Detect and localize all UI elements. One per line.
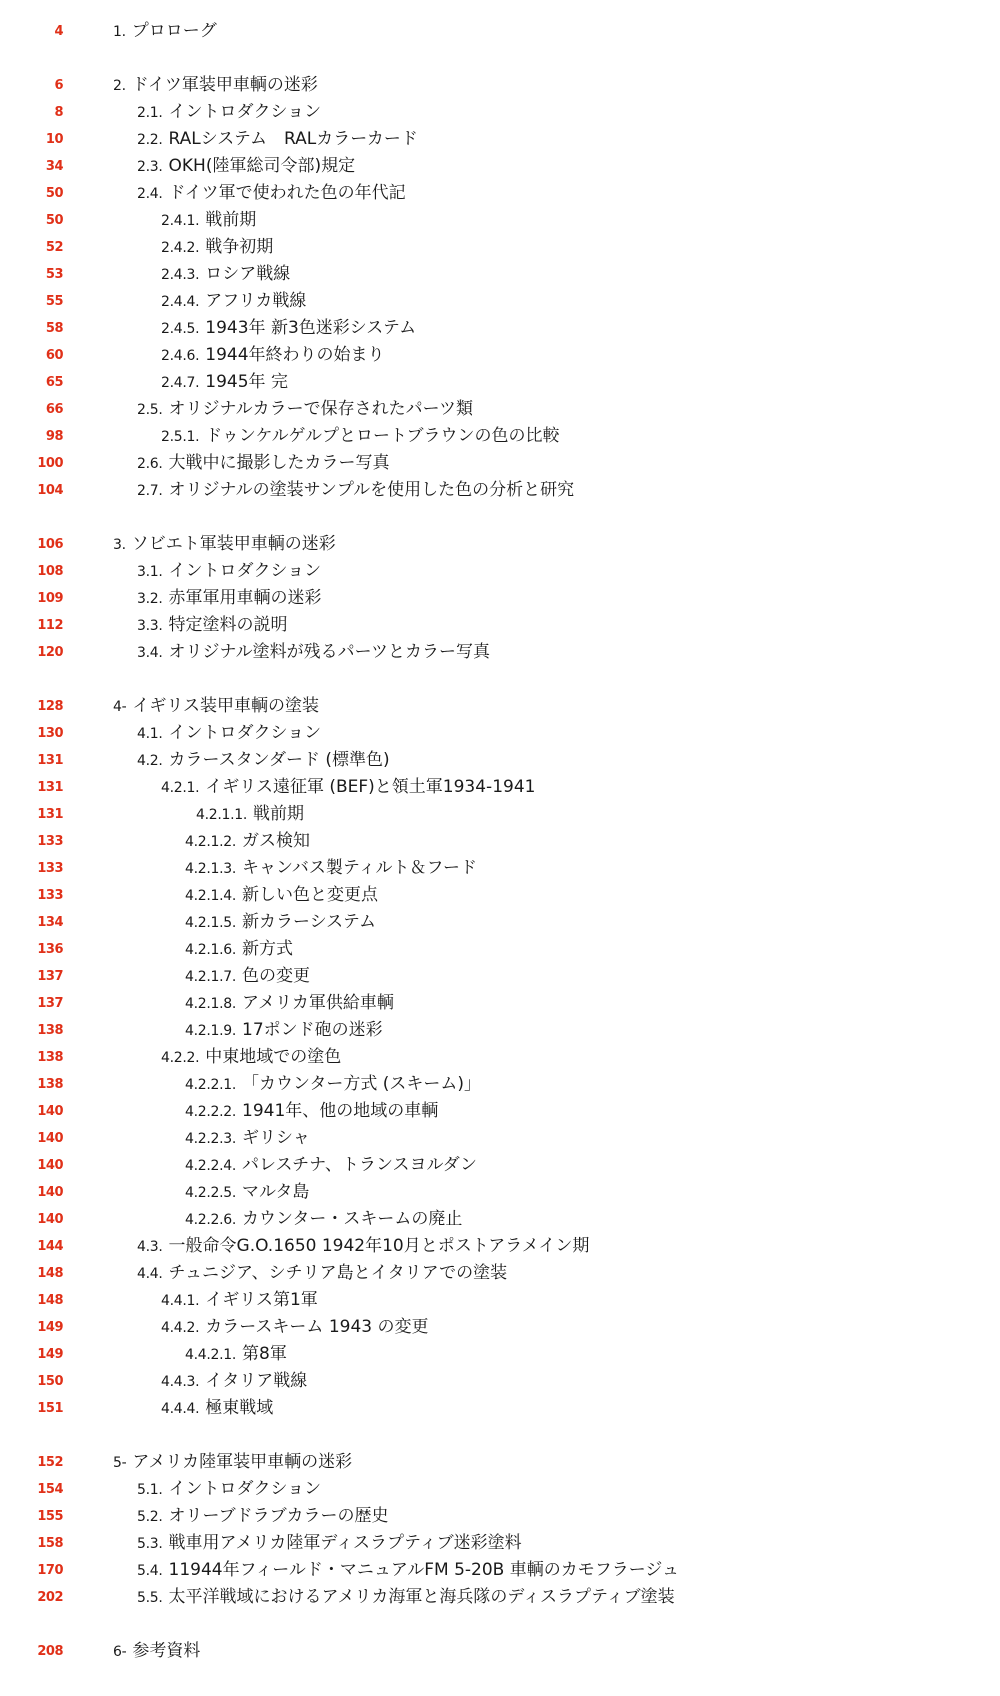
section-number: 3.2. bbox=[137, 591, 163, 607]
section-number: 2.4.3. bbox=[161, 267, 200, 283]
section-title: ドイツ軍装甲車輌の迷彩 bbox=[131, 75, 318, 95]
section-number: 4.4.2.1. bbox=[185, 1347, 237, 1363]
section-title: 極東戦域 bbox=[205, 1398, 274, 1418]
toc-entry-text bbox=[113, 531, 336, 559]
section-number: 4.2.1.9. bbox=[185, 1023, 237, 1039]
toc-entry bbox=[0, 72, 1000, 99]
section-number: 4.2.2.4. bbox=[185, 1158, 237, 1174]
page-number: 170 bbox=[37, 1563, 63, 1578]
section-title: 新カラーシステム bbox=[242, 912, 376, 932]
toc-entry bbox=[0, 1530, 1000, 1557]
page-number: 151 bbox=[37, 1401, 63, 1416]
section-number: 2.5.1. bbox=[161, 429, 200, 445]
toc-entry-text bbox=[137, 126, 418, 154]
toc-entry bbox=[0, 1476, 1000, 1503]
toc-entry bbox=[0, 936, 1000, 963]
section-title: プロローグ bbox=[131, 21, 217, 41]
toc-entry-text bbox=[161, 288, 306, 316]
toc-entry bbox=[0, 1044, 1000, 1071]
section-number: 4.2.1. bbox=[161, 780, 200, 796]
section-title: 戦争初期 bbox=[205, 237, 274, 257]
section-number: 5.5. bbox=[137, 1590, 163, 1606]
toc-entry-text bbox=[161, 774, 535, 802]
section-title: マルタ島 bbox=[242, 1182, 310, 1202]
toc-entry-text bbox=[137, 1233, 589, 1261]
toc-entry-text bbox=[185, 1017, 383, 1045]
toc-entry bbox=[0, 99, 1000, 126]
toc-entry-text bbox=[137, 747, 390, 775]
toc-entry bbox=[0, 1098, 1000, 1125]
toc-entry bbox=[0, 585, 1000, 612]
page-number: 10 bbox=[45, 132, 63, 147]
toc-entry bbox=[0, 207, 1000, 234]
toc-entry bbox=[0, 774, 1000, 801]
page-number: 53 bbox=[45, 267, 63, 282]
toc-entry bbox=[0, 1152, 1000, 1179]
page-number: 155 bbox=[37, 1509, 63, 1524]
section-title: 第8軍 bbox=[242, 1344, 287, 1364]
section-number: 6- bbox=[113, 1644, 127, 1660]
section-number: 5.2. bbox=[137, 1509, 163, 1525]
toc-entry bbox=[0, 261, 1000, 288]
page-number: 98 bbox=[45, 429, 63, 444]
section-number: 2.4. bbox=[137, 186, 163, 202]
page-number: 149 bbox=[37, 1320, 63, 1335]
toc-entry-text bbox=[137, 558, 321, 586]
toc-entry-text bbox=[161, 234, 273, 262]
section-number: 4.2.1.8. bbox=[185, 996, 237, 1012]
toc-entry-text bbox=[137, 1530, 522, 1558]
page-number: 140 bbox=[37, 1212, 63, 1227]
section-number: 2.4.1. bbox=[161, 213, 200, 229]
toc-entry-text bbox=[161, 1044, 341, 1072]
section-title: パレスチナ、トランスヨルダン bbox=[242, 1155, 477, 1175]
toc-entry bbox=[0, 558, 1000, 585]
toc-entry bbox=[0, 1206, 1000, 1233]
section-number: 4.4.3. bbox=[161, 1374, 200, 1390]
section-title: RALシステム RALカラーカード bbox=[168, 129, 418, 149]
toc-entry bbox=[0, 153, 1000, 180]
section-title: 17ポンド砲の迷彩 bbox=[242, 1020, 383, 1040]
toc-entry-text bbox=[161, 1368, 307, 1396]
toc-entry-text bbox=[137, 585, 322, 613]
section-title: 一般命令G.O.1650 1942年10月とポストアラメイン期 bbox=[168, 1236, 590, 1256]
page-number: 138 bbox=[37, 1023, 63, 1038]
section-title: カラースタンダード (標準色) bbox=[168, 750, 390, 770]
section-number: 1. bbox=[113, 24, 126, 40]
toc-entry bbox=[0, 126, 1000, 153]
page-number: 106 bbox=[37, 537, 63, 552]
toc-entry bbox=[0, 1179, 1000, 1206]
toc-entry bbox=[0, 396, 1000, 423]
section-title: ガス検知 bbox=[242, 831, 311, 851]
section-title: カウンター・スキームの廃止 bbox=[242, 1209, 463, 1229]
page-number: 133 bbox=[37, 888, 63, 903]
toc-entry bbox=[0, 180, 1000, 207]
toc-entry-text bbox=[185, 882, 378, 910]
page-number: 8 bbox=[54, 105, 63, 120]
page-number: 100 bbox=[37, 456, 63, 471]
toc-entry bbox=[0, 1341, 1000, 1368]
toc-entry-text bbox=[185, 909, 376, 937]
toc-entry bbox=[0, 882, 1000, 909]
toc-entry-text bbox=[113, 72, 318, 100]
section-number: 3.4. bbox=[137, 645, 163, 661]
section-title: 戦前期 bbox=[205, 210, 257, 230]
section-number: 4.4.2. bbox=[161, 1320, 200, 1336]
page-number: 60 bbox=[45, 348, 63, 363]
toc-entry bbox=[0, 1287, 1000, 1314]
section-number: 4.2.1.3. bbox=[185, 861, 237, 877]
toc-entry bbox=[0, 315, 1000, 342]
section-number: 4.2.2.1. bbox=[185, 1077, 237, 1093]
toc-entry bbox=[0, 720, 1000, 747]
section-title: 戦車用アメリカ陸軍ディスラプティブ迷彩塗料 bbox=[168, 1533, 522, 1553]
section-title: 1944年終わりの始まり bbox=[205, 345, 385, 365]
page-number: 152 bbox=[37, 1455, 63, 1470]
page-number: 148 bbox=[37, 1266, 63, 1281]
section-number: 4.4.4. bbox=[161, 1401, 200, 1417]
toc-entry-text bbox=[113, 1449, 352, 1477]
section-title: アフリカ戦線 bbox=[205, 291, 307, 311]
toc-entry-text bbox=[113, 18, 217, 46]
page-number: 133 bbox=[37, 861, 63, 876]
page-number: 52 bbox=[45, 240, 63, 255]
section-title: アメリカ軍供給車輌 bbox=[242, 993, 394, 1013]
section-title: 1943年 新3色迷彩システム bbox=[205, 318, 417, 338]
page-number: 137 bbox=[37, 969, 63, 984]
toc-entry bbox=[0, 1233, 1000, 1260]
section-title: イントロダクション bbox=[168, 723, 322, 743]
section-number: 2.3. bbox=[137, 159, 163, 175]
section-number: 2.4.4. bbox=[161, 294, 200, 310]
section-number: 2.1. bbox=[137, 105, 163, 121]
section-number: 4.2.2. bbox=[161, 1050, 200, 1066]
toc-entry bbox=[0, 693, 1000, 720]
page-number: 50 bbox=[45, 213, 63, 228]
section-title: ロシア戦線 bbox=[205, 264, 291, 284]
page-number: 136 bbox=[37, 942, 63, 957]
section-title: イギリス遠征軍 (BEF)と領土軍1934-1941 bbox=[205, 777, 536, 797]
toc-entry-text bbox=[161, 315, 416, 343]
page-number: 138 bbox=[37, 1050, 63, 1065]
toc-entry-text bbox=[161, 1314, 429, 1342]
section-number: 4.2.2.5. bbox=[185, 1185, 237, 1201]
toc-entry-text bbox=[137, 477, 574, 505]
toc-entry bbox=[0, 477, 1000, 504]
page-number: 109 bbox=[37, 591, 63, 606]
toc-entry-text bbox=[185, 990, 394, 1018]
section-number: 2. bbox=[113, 78, 126, 94]
toc-entry bbox=[0, 450, 1000, 477]
toc-entry bbox=[0, 828, 1000, 855]
section-number: 4.1. bbox=[137, 726, 163, 742]
page-number: 138 bbox=[37, 1077, 63, 1092]
section-title: イントロダクション bbox=[168, 561, 322, 581]
section-title: 「カウンター方式 (スキーム)」 bbox=[242, 1074, 482, 1094]
toc-entry bbox=[0, 1584, 1000, 1611]
toc-entry-text bbox=[137, 612, 288, 640]
toc-entry bbox=[0, 423, 1000, 450]
section-title: OKH(陸軍総司令部)規定 bbox=[168, 156, 356, 176]
toc-entry bbox=[0, 801, 1000, 828]
section-title: オリジナルの塗装サンプルを使用した色の分析と研究 bbox=[168, 480, 575, 500]
section-title: カラースキーム 1943 の変更 bbox=[205, 1317, 429, 1337]
section-number: 5.3. bbox=[137, 1536, 163, 1552]
page-number: 131 bbox=[37, 780, 63, 795]
page-number: 55 bbox=[45, 294, 63, 309]
page-number: 208 bbox=[37, 1644, 63, 1659]
page-number: 202 bbox=[37, 1590, 63, 1605]
section-number: 2.4.5. bbox=[161, 321, 200, 337]
page-number: 133 bbox=[37, 834, 63, 849]
toc-entry bbox=[0, 288, 1000, 315]
page-number: 65 bbox=[45, 375, 63, 390]
page-number: 130 bbox=[37, 726, 63, 741]
section-title: 新しい色と変更点 bbox=[242, 885, 379, 905]
section-title: チュニジア、シチリア島とイタリアでの塗装 bbox=[168, 1263, 508, 1283]
section-number: 4.2.1.6. bbox=[185, 942, 237, 958]
section-title: 新方式 bbox=[242, 939, 294, 959]
page-number: 128 bbox=[37, 699, 63, 714]
toc-entry-text bbox=[185, 1098, 438, 1126]
page-number: 50 bbox=[45, 186, 63, 201]
section-number: 4.2.1.4. bbox=[185, 888, 237, 904]
toc-entry bbox=[0, 612, 1000, 639]
toc-entry-text bbox=[185, 1125, 310, 1153]
page-number: 104 bbox=[37, 483, 63, 498]
section-title: 1941年、他の地域の車輌 bbox=[242, 1101, 439, 1121]
toc-entry bbox=[0, 747, 1000, 774]
toc-entry bbox=[0, 909, 1000, 936]
page-number: 120 bbox=[37, 645, 63, 660]
toc-entry bbox=[0, 1557, 1000, 1584]
toc-entry-text bbox=[137, 639, 490, 667]
page-number: 140 bbox=[37, 1104, 63, 1119]
section-title: ソビエト軍装甲車輌の迷彩 bbox=[131, 534, 336, 554]
toc-entry bbox=[0, 1260, 1000, 1287]
section-number: 2.6. bbox=[137, 456, 163, 472]
toc-entry-text bbox=[196, 801, 304, 829]
section-title: 参考資料 bbox=[132, 1641, 201, 1661]
toc-entry bbox=[0, 1395, 1000, 1422]
section-number: 2.4.2. bbox=[161, 240, 200, 256]
toc-entry-text bbox=[185, 1206, 462, 1234]
toc-entry-text bbox=[161, 1287, 318, 1315]
page-number: 4 bbox=[54, 24, 63, 39]
toc-entry-text bbox=[185, 963, 310, 991]
page-number: 150 bbox=[37, 1374, 63, 1389]
toc-entry-text bbox=[161, 423, 559, 451]
toc-entry-text bbox=[137, 1503, 389, 1531]
table-of-contents bbox=[0, 18, 1000, 1665]
page-number: 158 bbox=[37, 1536, 63, 1551]
section-number: 5- bbox=[113, 1455, 127, 1471]
toc-entry bbox=[0, 855, 1000, 882]
section-number: 3.3. bbox=[137, 618, 163, 634]
section-number: 3. bbox=[113, 537, 126, 553]
section-title: イントロダクション bbox=[168, 1479, 322, 1499]
toc-entry bbox=[0, 639, 1000, 666]
section-number: 4.2.2.6. bbox=[185, 1212, 237, 1228]
toc-entry bbox=[0, 18, 1000, 45]
section-title: 赤軍軍用車輌の迷彩 bbox=[168, 588, 322, 608]
section-number: 4.2.1.5. bbox=[185, 915, 237, 931]
toc-entry-text bbox=[137, 180, 406, 208]
toc-entry bbox=[0, 1071, 1000, 1098]
toc-entry-text bbox=[113, 1638, 200, 1666]
toc-entry-text bbox=[137, 1476, 321, 1504]
section-title: 特定塗料の説明 bbox=[168, 615, 288, 635]
toc-entry-text bbox=[113, 693, 319, 721]
section-title: イギリス第1軍 bbox=[205, 1290, 318, 1310]
toc-entry bbox=[0, 1314, 1000, 1341]
toc-entry bbox=[0, 990, 1000, 1017]
section-number: 4.2.2.3. bbox=[185, 1131, 237, 1147]
section-title: ドゥンケルゲルプとロートブラウンの色の比較 bbox=[205, 426, 560, 446]
toc-entry-text bbox=[137, 99, 321, 127]
section-number: 4.2.1.7. bbox=[185, 969, 237, 985]
section-title: キャンバス製ティルト＆フード bbox=[242, 858, 477, 878]
toc-entry bbox=[0, 1017, 1000, 1044]
section-number: 2.4.6. bbox=[161, 348, 200, 364]
toc-entry bbox=[0, 1503, 1000, 1530]
toc-entry-text bbox=[137, 450, 390, 478]
section-number: 4.2.1.1. bbox=[196, 807, 248, 823]
section-number: 4.2. bbox=[137, 753, 163, 769]
toc-entry bbox=[0, 1449, 1000, 1476]
section-title: イギリス装甲車輌の塗装 bbox=[132, 696, 320, 716]
toc-entry bbox=[0, 531, 1000, 558]
section-title: 1945年 完 bbox=[205, 372, 288, 392]
page-number: 149 bbox=[37, 1347, 63, 1362]
toc-entry bbox=[0, 369, 1000, 396]
toc-entry-text bbox=[161, 342, 385, 370]
section-number: 4.4.1. bbox=[161, 1293, 200, 1309]
section-title: 大戦中に撮影したカラー写真 bbox=[168, 453, 390, 473]
section-number: 4.2.2.2. bbox=[185, 1104, 237, 1120]
section-number: 2.4.7. bbox=[161, 375, 200, 391]
toc-entry-text bbox=[137, 396, 473, 424]
page-number: 6 bbox=[54, 78, 63, 93]
toc-entry-text bbox=[185, 936, 293, 964]
section-number: 5.4. bbox=[137, 1563, 163, 1579]
toc-entry-text bbox=[161, 207, 256, 235]
section-title: オリジナルカラーで保存されたパーツ類 bbox=[168, 399, 473, 419]
toc-entry bbox=[0, 963, 1000, 990]
page-number: 148 bbox=[37, 1293, 63, 1308]
section-number: 2.7. bbox=[137, 483, 163, 499]
section-number: 4- bbox=[113, 699, 127, 715]
section-title: ドイツ軍で使われた色の年代記 bbox=[168, 183, 406, 203]
section-title: アメリカ陸軍装甲車輌の迷彩 bbox=[132, 1452, 353, 1472]
toc-entry-text bbox=[161, 261, 290, 289]
page-number: 34 bbox=[45, 159, 63, 174]
section-title: 中東地域での塗色 bbox=[205, 1047, 342, 1067]
section-number: 2.2. bbox=[137, 132, 163, 148]
page-number: 66 bbox=[45, 402, 63, 417]
section-title: ギリシャ bbox=[242, 1128, 310, 1148]
toc-entry-text bbox=[161, 1395, 273, 1423]
section-number: 5.1. bbox=[137, 1482, 163, 1498]
page-number: 108 bbox=[37, 564, 63, 579]
toc-entry bbox=[0, 1368, 1000, 1395]
page-number: 134 bbox=[37, 915, 63, 930]
page-number: 131 bbox=[37, 807, 63, 822]
section-title: 色の変更 bbox=[242, 966, 311, 986]
section-title: 11944年フィールド・マニュアルFM 5-20B 車輌のカモフラージュ bbox=[168, 1560, 680, 1580]
toc-entry-text bbox=[161, 369, 288, 397]
toc-entry-text bbox=[185, 1179, 309, 1207]
toc-entry-text bbox=[137, 1584, 675, 1612]
toc-entry bbox=[0, 342, 1000, 369]
toc-entry bbox=[0, 234, 1000, 261]
section-number: 4.4. bbox=[137, 1266, 163, 1282]
section-title: 戦前期 bbox=[253, 804, 305, 824]
section-number: 4.2.1.2. bbox=[185, 834, 237, 850]
section-number: 2.5. bbox=[137, 402, 163, 418]
section-number: 3.1. bbox=[137, 564, 163, 580]
toc-entry bbox=[0, 1125, 1000, 1152]
section-title: オリーブドラブカラーの歴史 bbox=[168, 1506, 389, 1526]
section-title: オリジナル塗料が残るパーツとカラー写真 bbox=[168, 642, 490, 662]
toc-entry-text bbox=[185, 855, 477, 883]
toc-entry-text bbox=[185, 1071, 481, 1099]
page-number: 131 bbox=[37, 753, 63, 768]
page-number: 140 bbox=[37, 1131, 63, 1146]
page-number: 154 bbox=[37, 1482, 63, 1497]
page-number: 140 bbox=[37, 1158, 63, 1173]
section-title: 太平洋戦域におけるアメリカ海軍と海兵隊のディスラプティブ塗装 bbox=[168, 1587, 675, 1607]
page-number: 140 bbox=[37, 1185, 63, 1200]
page-number: 137 bbox=[37, 996, 63, 1011]
page-number: 112 bbox=[37, 618, 63, 633]
section-number: 4.3. bbox=[137, 1239, 163, 1255]
toc-entry-text bbox=[137, 1557, 679, 1585]
toc-entry bbox=[0, 1638, 1000, 1665]
page-number: 144 bbox=[37, 1239, 63, 1254]
toc-entry-text bbox=[137, 720, 321, 748]
toc-entry-text bbox=[137, 1260, 507, 1288]
section-title: イタリア戦線 bbox=[205, 1371, 308, 1391]
toc-entry-text bbox=[185, 1341, 287, 1369]
toc-entry-text bbox=[185, 828, 310, 856]
toc-entry-text bbox=[185, 1152, 477, 1180]
toc-entry-text bbox=[137, 153, 355, 181]
page-number: 58 bbox=[45, 321, 63, 336]
section-title: イントロダクション bbox=[168, 102, 322, 122]
